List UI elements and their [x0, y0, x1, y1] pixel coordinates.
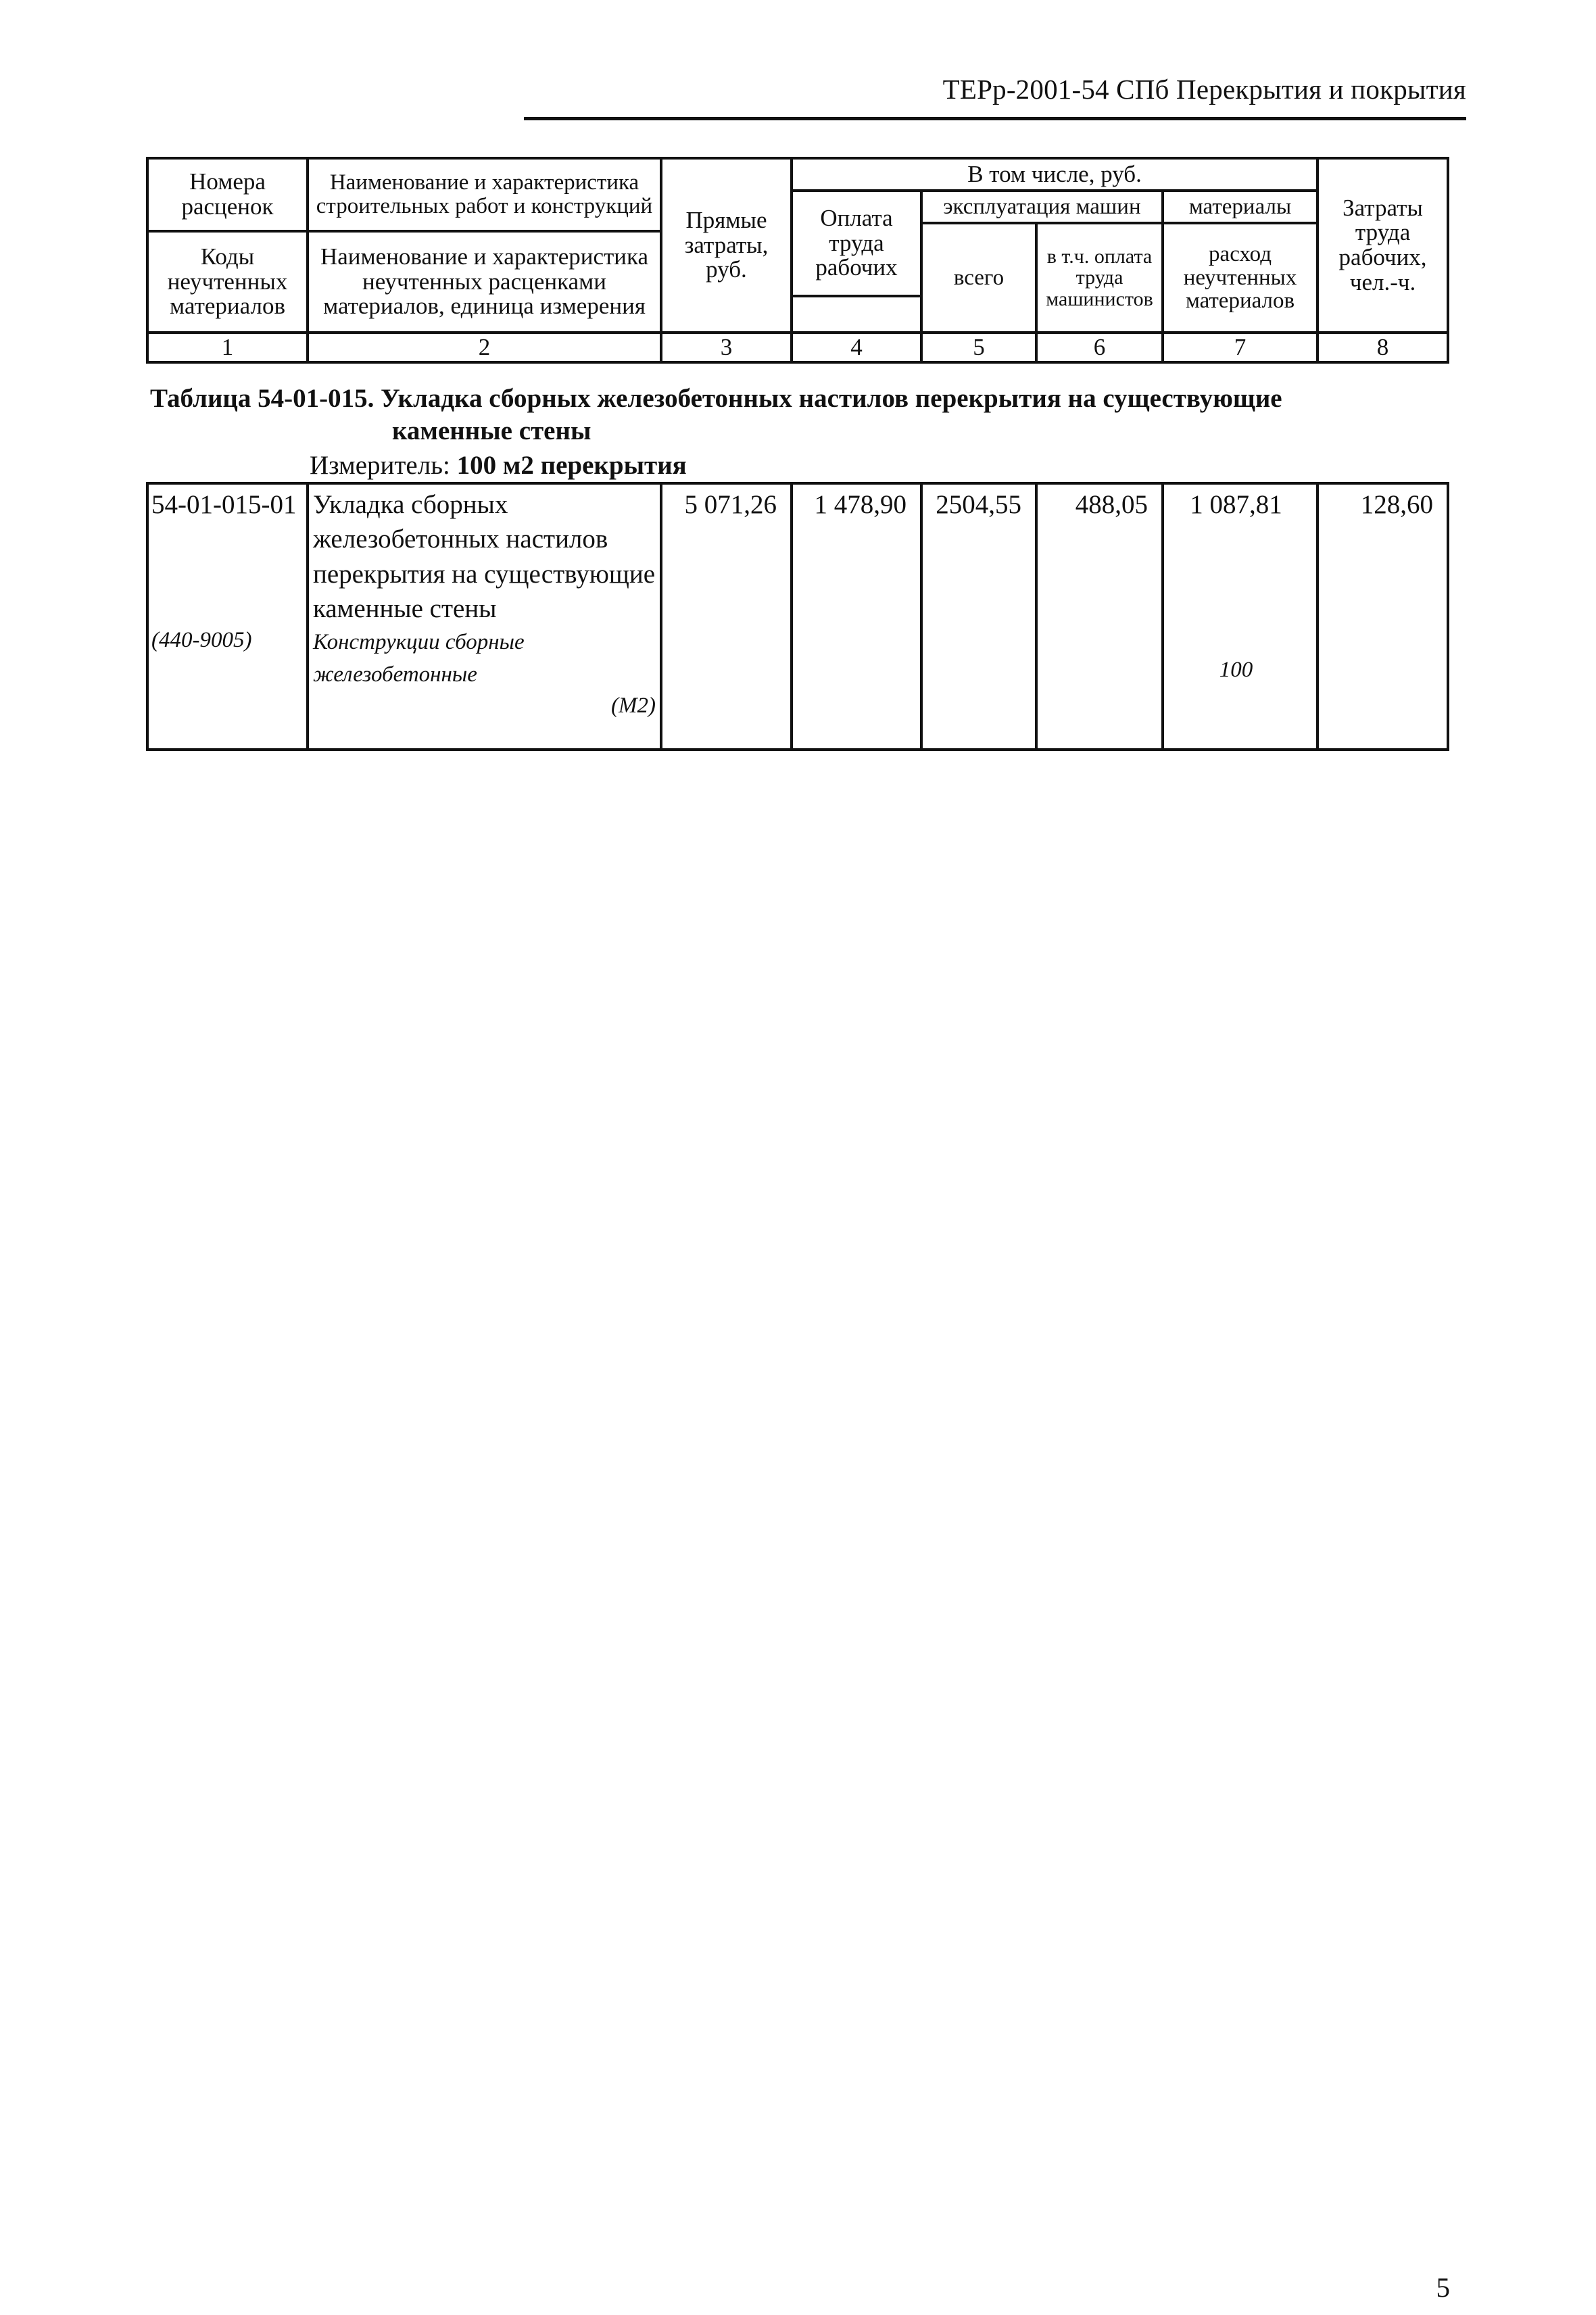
table-caption-line2: каменные стены [392, 416, 591, 445]
machinists-pay: 488,05 [1036, 483, 1163, 750]
col8-header: Затраты труда рабочих, чел.-ч. [1317, 158, 1448, 333]
rate-code: 54-01-015-01 [151, 490, 297, 519]
column-header-table [146, 157, 1449, 364]
col-number-7: 7 [1163, 333, 1317, 362]
col-number-5: 5 [921, 333, 1036, 362]
machines-header: эксплуатация машин [921, 191, 1163, 223]
code-cell [147, 483, 308, 750]
col-number-2: 2 [308, 333, 661, 362]
col-number-4: 4 [792, 333, 921, 362]
table-caption-line1: Таблица 54-01-015. Укладка сборных железобетонных настилов перекрытия на существующие [150, 384, 1282, 413]
page-number: 5 [1436, 2272, 1450, 2303]
group-header: В том числе, руб. [792, 158, 1317, 191]
col3-header: Прямые затраты, руб. [661, 158, 792, 333]
direct-costs: 5 071,26 [661, 483, 792, 750]
col-number-3: 3 [661, 333, 792, 362]
col-number-6: 6 [1036, 333, 1163, 362]
material-code: (440-9005) [151, 628, 252, 653]
col2-bottom-header: Наименование и характеристика неучтенных расценками материалов, единица измерения [308, 231, 661, 333]
materials-value: 1 087,81 [1190, 490, 1282, 519]
col1-bottom-header: Коды неучтенных материалов [147, 231, 308, 333]
materials-cell [1163, 483, 1317, 750]
rate-table [146, 482, 1449, 751]
material-qty: 100 [1219, 658, 1253, 683]
col7-header: расход неучтенных материалов [1163, 223, 1317, 333]
col5-header: всего [921, 223, 1036, 333]
labor-pay: 1 478,90 [792, 483, 921, 750]
measure-line [310, 450, 687, 481]
material-unit: (М2) [611, 693, 656, 718]
machines-total: 2504,55 [921, 483, 1036, 750]
col2-top-header: Наименование и характеристика строительных работ и конструкций [308, 158, 661, 231]
header-rule [524, 117, 1466, 120]
labor-hours: 128,60 [1317, 483, 1448, 750]
materials-header: материалы [1163, 191, 1317, 223]
name-cell [308, 483, 661, 750]
work-name: Укладка сборных железобетонных настилов перекрытия на существующие каменные стены [313, 490, 656, 624]
material-name: Конструкции сборные железобетонные [313, 629, 525, 687]
running-header: ТЕРр-2001-54 СПб Перекрытия и покрытия [942, 74, 1466, 105]
col6-header: в т.ч. оплата труда машинистов [1036, 223, 1163, 333]
table-row [147, 483, 1448, 750]
col1-top-header: Номера расценок [147, 158, 308, 231]
col4-header: Оплата труда рабочих [792, 191, 921, 296]
col-number-8: 8 [1317, 333, 1448, 362]
measure-value: 100 м2 перекрытия [456, 451, 687, 480]
table-caption [150, 383, 1282, 447]
measure-label: Измеритель: [310, 451, 450, 480]
col-number-1: 1 [147, 333, 308, 362]
